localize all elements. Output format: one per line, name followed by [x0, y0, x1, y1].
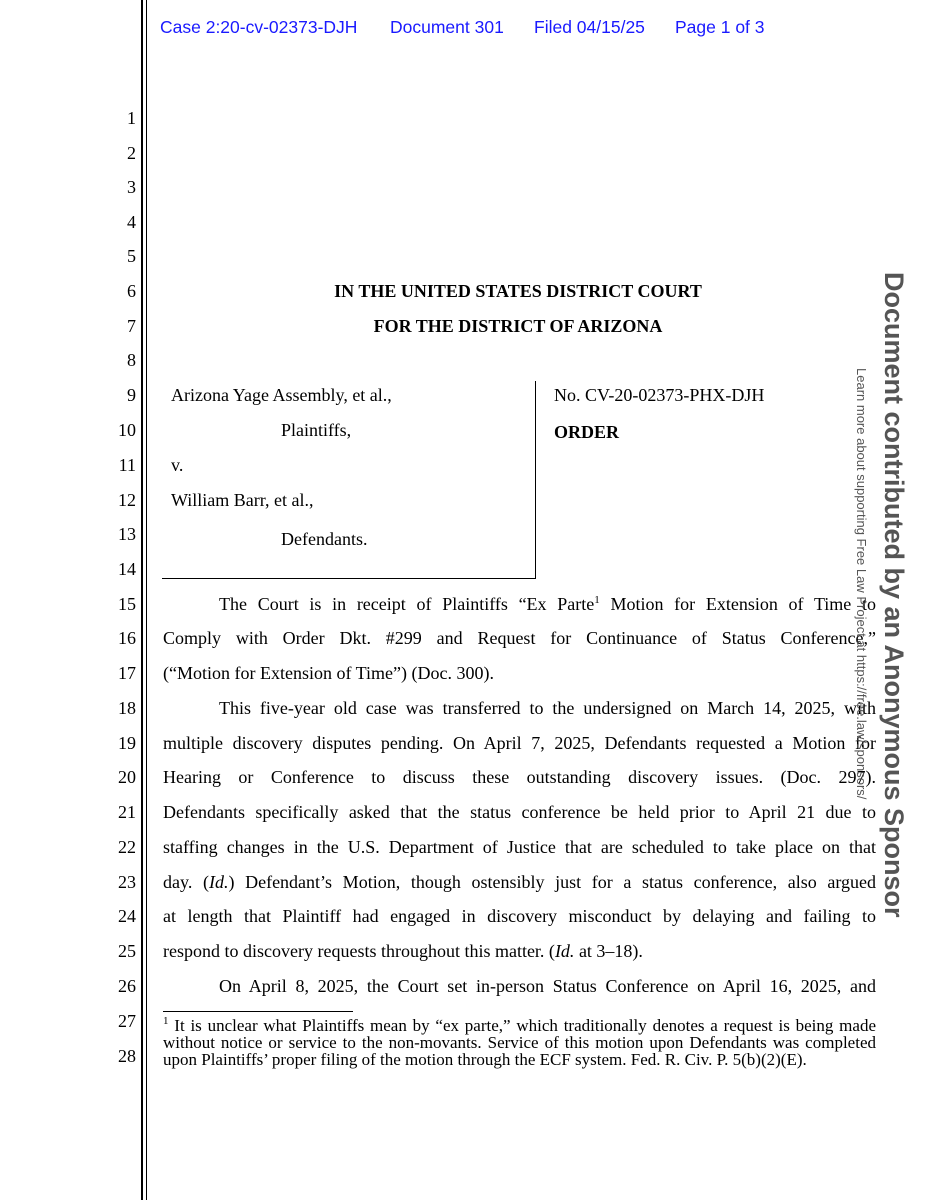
document-title: ORDER: [554, 422, 620, 442]
line-number: 27: [118, 1011, 136, 1031]
line-number: 28: [118, 1046, 136, 1066]
paragraph-1-line: (“Motion for Extension of Time”) (Doc. 300).: [163, 663, 494, 683]
line-number: 21: [118, 802, 136, 822]
text-run: day. (: [163, 872, 209, 892]
header-document-number: Document 301: [390, 17, 504, 37]
line-number: 16: [118, 628, 136, 648]
caption-divider-horizontal: [162, 578, 536, 579]
line-number: 22: [118, 837, 136, 857]
defendant-name: William Barr, et al.,: [171, 490, 314, 510]
watermark-title: Document contributed by an Anonymous Sponsor: [879, 272, 909, 918]
line-number: 9: [127, 385, 136, 405]
line-number: 6: [127, 281, 136, 301]
versus: v.: [171, 455, 184, 475]
paragraph-3-line: On April 8, 2025, the Court set in-person Status Conference on April 16, 2025, and: [219, 976, 876, 996]
line-number: 13: [118, 524, 136, 544]
line-number: 11: [118, 455, 136, 475]
ecf-header: [0, 17, 928, 39]
case-number: No. CV-20-02373-PHX-DJH: [554, 385, 765, 405]
text-run: at 3–18).: [574, 941, 643, 961]
line-number: 24: [118, 906, 136, 926]
line-number: 8: [127, 350, 136, 370]
footnote: [163, 1017, 876, 1068]
paragraph-2-line: at length that Plaintiff had engaged in discovery misconduct by delaying and failing to: [163, 906, 876, 926]
line-number: 2: [127, 143, 136, 163]
paragraph-1-line: Comply with Order Dkt. #299 and Request for Continuance of Status Conference,”: [163, 628, 876, 648]
plaintiff-role: Plaintiffs,: [281, 420, 352, 440]
line-number: 5: [127, 246, 136, 266]
line-number: 1: [127, 108, 136, 128]
text-run: respond to discovery requests throughout this matter. (: [163, 941, 555, 961]
line-number: 17: [118, 663, 136, 683]
sponsor-watermark: [854, 272, 909, 932]
header-case-number: Case 2:20-cv-02373-DJH: [160, 17, 358, 37]
footnote-text: It is unclear what Plaintiffs mean by “ex parte,” which traditionally denotes a request is being made without notice or service to the non-movants. Service of this motion upon Defendants was completed upon Plaintiffs’ proper filing of the motion through the ECF system. Fed. R. Civ. P. 5(b)(2)(E).: [163, 1016, 876, 1069]
paragraph-1-line: [163, 594, 876, 614]
line-number: 26: [118, 976, 136, 996]
text-run: Motion for Extension of Time to: [599, 594, 876, 614]
footnote-marker: 1: [163, 1015, 169, 1027]
footnote-separator: [163, 1011, 353, 1012]
plaintiff-name: Arizona Yage Assembly, et al.,: [171, 385, 392, 405]
line-number: 15: [118, 594, 136, 614]
defendant-role: Defendants.: [281, 529, 368, 549]
citation-id: Id.: [554, 941, 575, 961]
line-number: 3: [127, 177, 136, 197]
line-number: 14: [118, 559, 136, 579]
margin-rule-left-outer: [141, 0, 143, 1200]
line-number: 25: [118, 941, 136, 961]
line-number: 7: [127, 316, 136, 336]
caption-divider-vertical: [535, 381, 536, 579]
paragraph-2-line: [163, 941, 643, 961]
line-number: 10: [118, 420, 136, 440]
paragraph-2-line: staffing changes in the U.S. Department of Justice that are scheduled to take place on that: [163, 837, 876, 857]
line-number: 20: [118, 767, 136, 787]
header-filed-date: Filed 04/15/25: [534, 17, 645, 37]
watermark-subtitle: Learn more about supporting Free Law Project at https://free.law/sponsors/: [854, 368, 869, 800]
paragraph-2-line: Hearing or Conference to discuss these outstanding discovery issues. (Doc. 297).: [163, 767, 876, 787]
line-number: 19: [118, 733, 136, 753]
line-number: 18: [118, 698, 136, 718]
line-number: 23: [118, 872, 136, 892]
header-page-count: Page 1 of 3: [675, 17, 765, 37]
footnote-ref: 1: [594, 594, 600, 606]
paragraph-2-line: Defendants specifically asked that the status conference be held prior to April 21 due to: [163, 802, 876, 822]
line-number: 4: [127, 212, 136, 232]
citation-id: Id.: [208, 872, 229, 892]
paragraph-2-line: [163, 872, 876, 892]
text-run: ) Defendant’s Motion, though ostensibly just for a status conference, also argued: [228, 872, 876, 892]
line-number: 12: [118, 490, 136, 510]
court-name: IN THE UNITED STATES DISTRICT COURT: [334, 281, 702, 301]
court-district: FOR THE DISTRICT OF ARIZONA: [373, 316, 663, 336]
paragraph-2-line: This five-year old case was transferred to the undersigned on March 14, 2025, with: [219, 698, 876, 718]
margin-rule-left-inner: [146, 0, 147, 1200]
text-run: The Court is in receipt of Plaintiffs “Ex Parte: [219, 594, 595, 614]
paragraph-2-line: multiple discovery disputes pending. On April 7, 2025, Defendants requested a Motion for: [163, 733, 876, 753]
